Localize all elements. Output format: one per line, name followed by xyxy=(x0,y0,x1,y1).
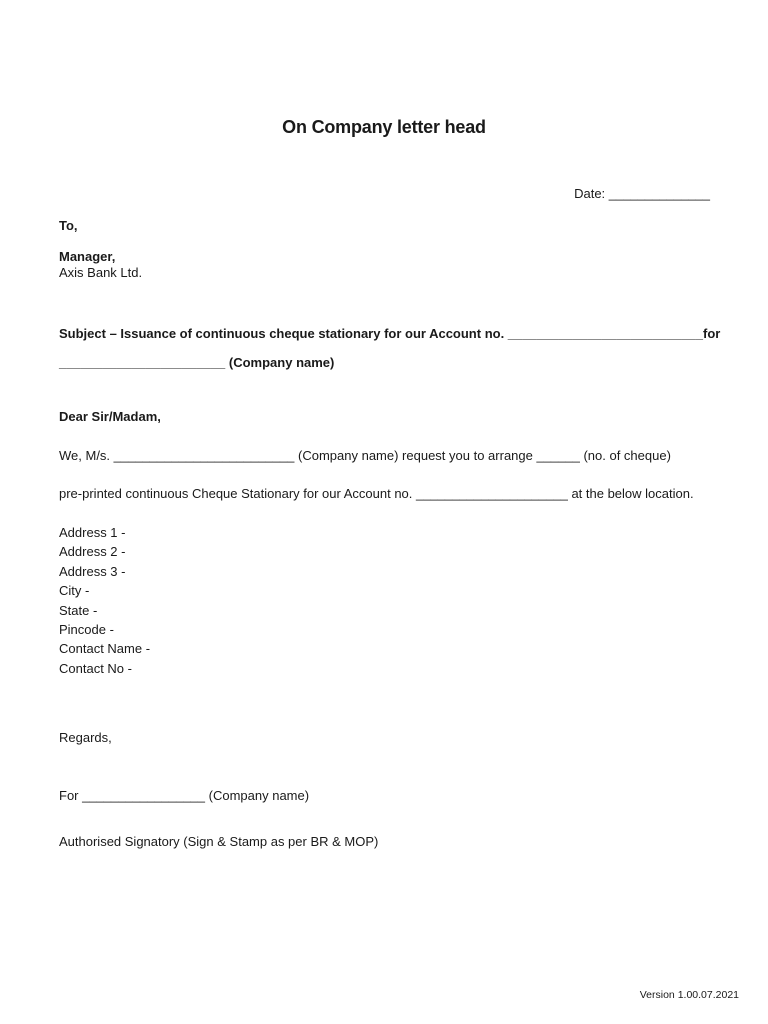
closing: Regards, xyxy=(59,730,112,745)
salutation: Dear Sir/Madam, xyxy=(59,409,161,424)
body-line-1: We, M/s. _________________________ (Company name) request you to arrange ______ (no. of cheque) xyxy=(59,448,671,463)
state-field: State - xyxy=(59,603,98,618)
address-2-field: Address 2 - xyxy=(59,544,126,559)
letter-title: On Company letter head xyxy=(282,117,486,137)
body-line-2: pre-printed continuous Cheque Stationary for our Account no. _____________________ at the below location. xyxy=(59,486,694,501)
address-3-field: Address 3 - xyxy=(59,564,126,579)
authorised-signatory: Authorised Signatory (Sign & Stamp as per BR & MOP) xyxy=(59,834,379,849)
contact-no-field: Contact No - xyxy=(59,661,132,676)
recipient-title: Manager, xyxy=(59,249,116,264)
contact-name-field: Contact Name - xyxy=(59,641,151,656)
recipient-org: Axis Bank Ltd. xyxy=(59,265,143,280)
subject-line-2: _______________________ (Company name) xyxy=(59,355,335,370)
city-field: City - xyxy=(59,583,90,598)
to-label: To, xyxy=(59,218,78,233)
subject-line-1: Subject – Issuance of continuous cheque stationary for our Account no. ___________________________for xyxy=(59,326,721,341)
for-company-line: For _________________ (Company name) xyxy=(59,788,310,803)
pincode-field: Pincode - xyxy=(59,622,114,637)
version-label: Version 1.00.07.2021 xyxy=(639,989,739,1001)
address-1-field: Address 1 - xyxy=(59,525,126,540)
date-field: Date: ______________ xyxy=(574,186,710,201)
